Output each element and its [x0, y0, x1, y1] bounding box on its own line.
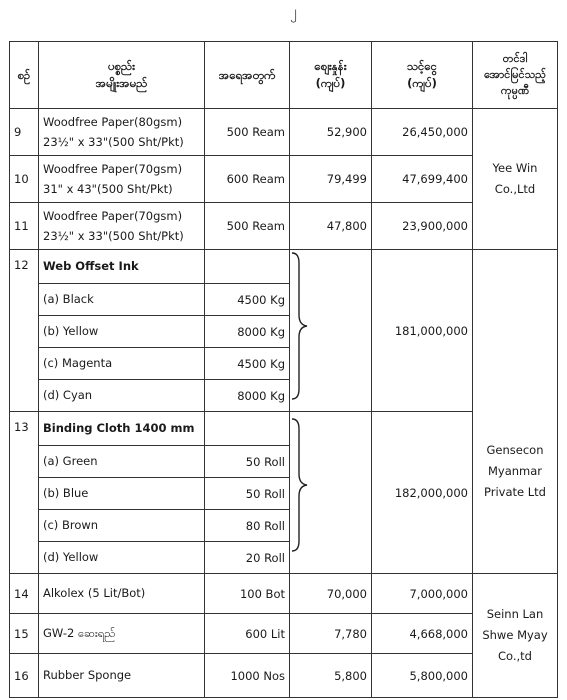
row-price: 7,780 [290, 614, 372, 654]
row-no: 9 [10, 109, 39, 156]
group-title: Web Offset Ink [39, 250, 205, 284]
header-total: သင့်ငွေ (ကျပ်) [372, 42, 473, 109]
sub-item-qty: 8000 Kg [205, 380, 290, 412]
header-row [10, 42, 558, 109]
row-desc [39, 203, 205, 250]
row-no: 16 [10, 654, 39, 698]
table-row [10, 109, 558, 156]
sub-item-label: (b) Blue [39, 478, 205, 510]
row-qty: 600 Lit [205, 614, 290, 654]
sub-item-qty: 8000 Kg [205, 316, 290, 348]
row-price: 5,800 [290, 654, 372, 698]
sub-item-label: (d) Cyan [39, 380, 205, 412]
header-no: စဉ် [10, 42, 39, 109]
row-total: 47,699,400 [372, 156, 473, 203]
row-no: 14 [10, 574, 39, 614]
supplier-line: Gensecon [486, 442, 544, 457]
header-supplier: တင်ဒါ အောင်မြင်သည့် ကုမ္ပဏီ [473, 42, 558, 109]
row-price: 52,900 [290, 109, 372, 156]
procurement-table [9, 41, 558, 698]
supplier-line: Myanmar [487, 463, 543, 478]
row-price: 47,800 [290, 203, 372, 250]
row-qty [205, 250, 290, 284]
sub-item-label: (c) Magenta [39, 348, 205, 380]
desc-line: Woodfree Paper(70gsm) [43, 208, 183, 223]
supplier-line: Seinn Lan [486, 606, 544, 621]
desc-line: Woodfree Paper(80gsm) [43, 114, 183, 129]
row-total: 7,000,000 [372, 574, 473, 614]
group-title: Binding Cloth 1400 mm [39, 412, 205, 446]
row-price: 70,000 [290, 574, 372, 614]
supplier-cell [473, 574, 558, 698]
row-qty: 1000 Nos [205, 654, 290, 698]
supplier-line: Yee Win [492, 160, 538, 175]
row-qty: 500 Ream [205, 203, 290, 250]
row-price: 79,499 [290, 156, 372, 203]
row-no: 11 [10, 203, 39, 250]
row-total: 4,668,000 [372, 614, 473, 654]
desc-line: 31" x 43"(500 Sht/Pkt) [43, 182, 173, 196]
row-no: 15 [10, 614, 39, 654]
row-desc [39, 109, 205, 156]
row-desc [39, 156, 205, 203]
supplier-cell [473, 250, 558, 574]
row-total: 5,800,000 [372, 654, 473, 698]
row-qty: 100 Bot [205, 574, 290, 614]
row-desc: Rubber Sponge [39, 654, 205, 698]
sub-item-label: (d) Yellow [39, 542, 205, 574]
sub-item-label: (b) Yellow [39, 316, 205, 348]
table-row [10, 574, 558, 614]
row-desc: Alkolex (5 Lit/Bot) [39, 574, 205, 614]
table-row [10, 250, 558, 284]
price-cell-empty [290, 250, 372, 412]
sub-item-qty: 80 Roll [205, 510, 290, 542]
sub-item-label: (a) Black [39, 284, 205, 316]
supplier-line: Co.,Ltd [494, 182, 536, 196]
sub-item-qty: 50 Roll [205, 478, 290, 510]
row-qty [205, 412, 290, 446]
sub-item-qty: 50 Roll [205, 446, 290, 478]
sub-item-label: (c) Brown [39, 510, 205, 542]
row-qty: 600 Ream [205, 156, 290, 203]
supplier-line: Co.,td [498, 649, 532, 664]
supplier-line: Shwe Myay [482, 627, 548, 642]
row-qty: 500 Ream [205, 109, 290, 156]
sub-item-qty: 20 Roll [205, 542, 290, 574]
row-no: 13 [10, 412, 39, 574]
supplier-line: Private Ltd [484, 485, 546, 500]
header-unit-price: စျေးနှုန်း (ကျပ်) [290, 42, 372, 109]
sub-item-label: (a) Green [39, 446, 205, 478]
price-cell-empty [290, 412, 372, 574]
desc-line: 23½" x 33"(500 Sht/Pkt) [43, 135, 184, 149]
page-number-mark: ၂ [290, 4, 297, 20]
sub-item-qty: 4500 Kg [205, 284, 290, 316]
desc-line: 23½" x 33"(500 Sht/Pkt) [43, 229, 184, 243]
header-item: ပစ္စည်း အမျိုးအမည် [39, 42, 205, 109]
header-quantity: အရေအတွက် [205, 42, 290, 109]
row-total: 23,900,000 [372, 203, 473, 250]
group-total: 182,000,000 [372, 412, 473, 574]
desc-line: Woodfree Paper(70gsm) [43, 161, 183, 176]
row-total: 26,450,000 [372, 109, 473, 156]
row-no: 12 [10, 250, 39, 412]
row-no: 10 [10, 156, 39, 203]
group-total: 181,000,000 [372, 250, 473, 412]
row-desc: GW-2 ဆေးရည် [39, 614, 205, 654]
sub-item-qty: 4500 Kg [205, 348, 290, 380]
supplier-cell [473, 109, 558, 250]
